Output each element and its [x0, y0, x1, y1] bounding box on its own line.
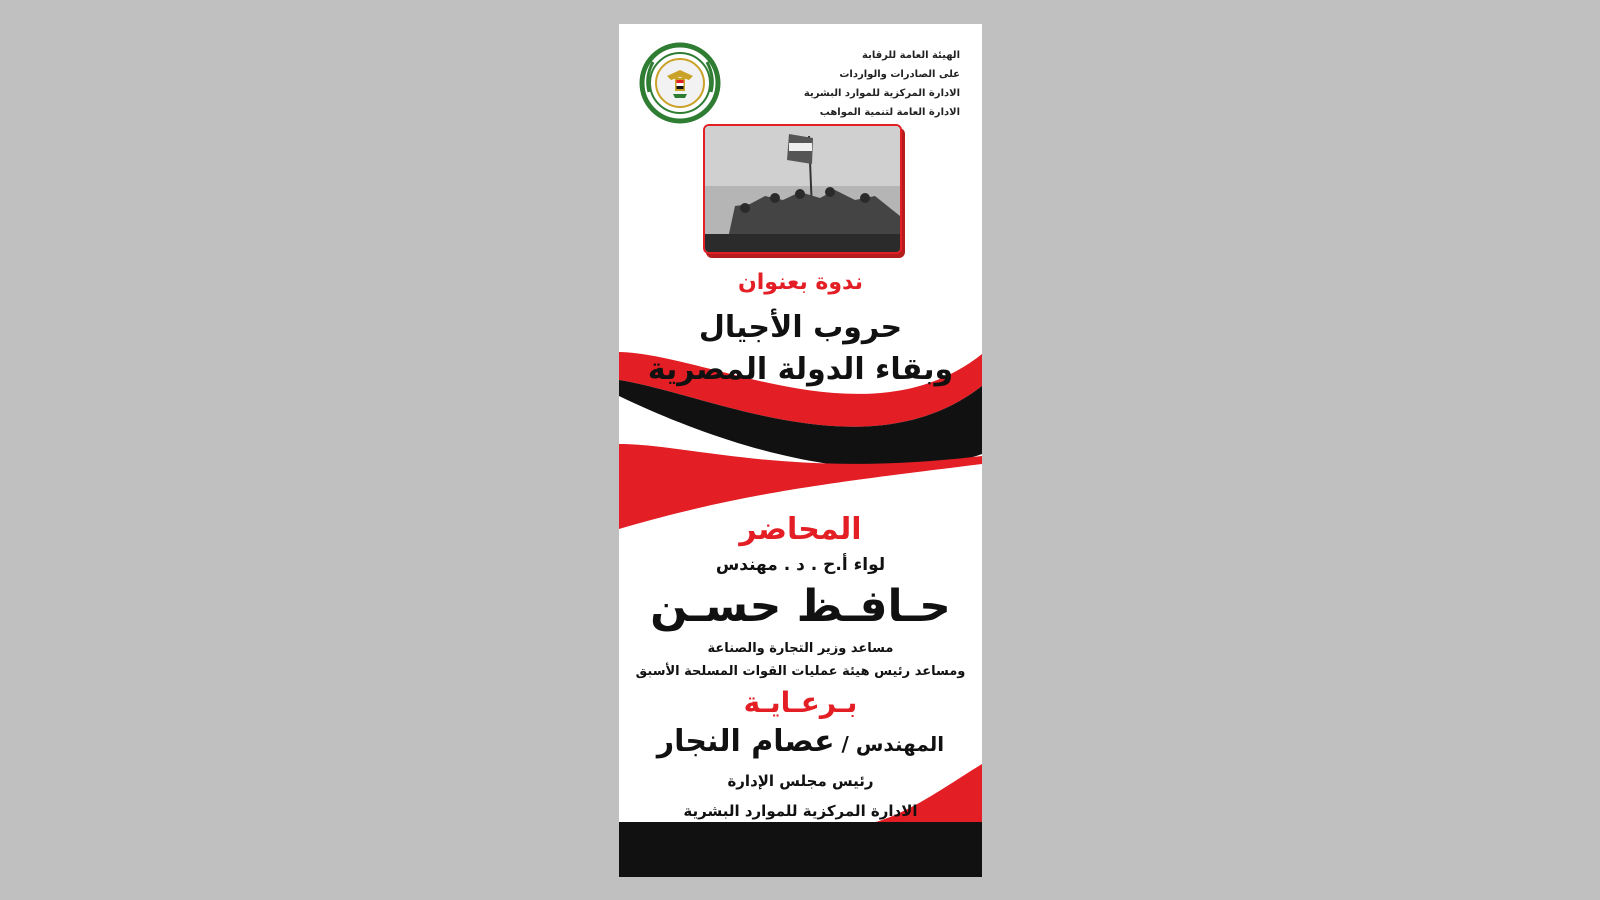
- lecturer-label: المحاضر: [739, 512, 862, 547]
- flag-raising-photo: [703, 124, 902, 254]
- lecturer-position-1: مساعد وزير التجارة والصناعة: [707, 641, 894, 656]
- lecturer-position-2: ومساعد رئيس هيئة عمليات القوات المسلحة الأسبق: [635, 664, 966, 679]
- eagle-emblem-icon: [639, 42, 721, 124]
- event-subtitle: ندوة بعنوان: [737, 270, 864, 295]
- organization-header: [780, 46, 960, 122]
- sponsor-title: رئيس مجلس الإدارة: [727, 772, 874, 790]
- sponsor-line: [619, 724, 982, 759]
- event-title-line-1: حروب الأجيال: [698, 310, 903, 345]
- lecturer-rank: لواء أ.ح . د . مهندس: [715, 555, 886, 575]
- header-line-3: الادارة المركزية للموارد البشرية: [803, 88, 960, 99]
- lecturer-name: حـافـظ حسـن: [650, 581, 951, 632]
- sponsor-name: عصام النجار: [656, 724, 835, 759]
- sponsor-department: الادارة المركزية للموارد البشرية: [683, 802, 918, 820]
- poster: [619, 24, 982, 877]
- sponsor-prefix: المهندس /: [841, 732, 945, 756]
- header-line-1: الهيئة العامة للرقابة: [862, 50, 960, 61]
- header-line-2: على الصادرات والواردات: [839, 69, 960, 80]
- event-title-line-2: وبقاء الدولة المصرية: [647, 352, 954, 387]
- header-line-4: الادارة العامة لتنمية المواهب: [819, 107, 960, 118]
- sponsor-label: بـرعـايـة: [743, 686, 858, 719]
